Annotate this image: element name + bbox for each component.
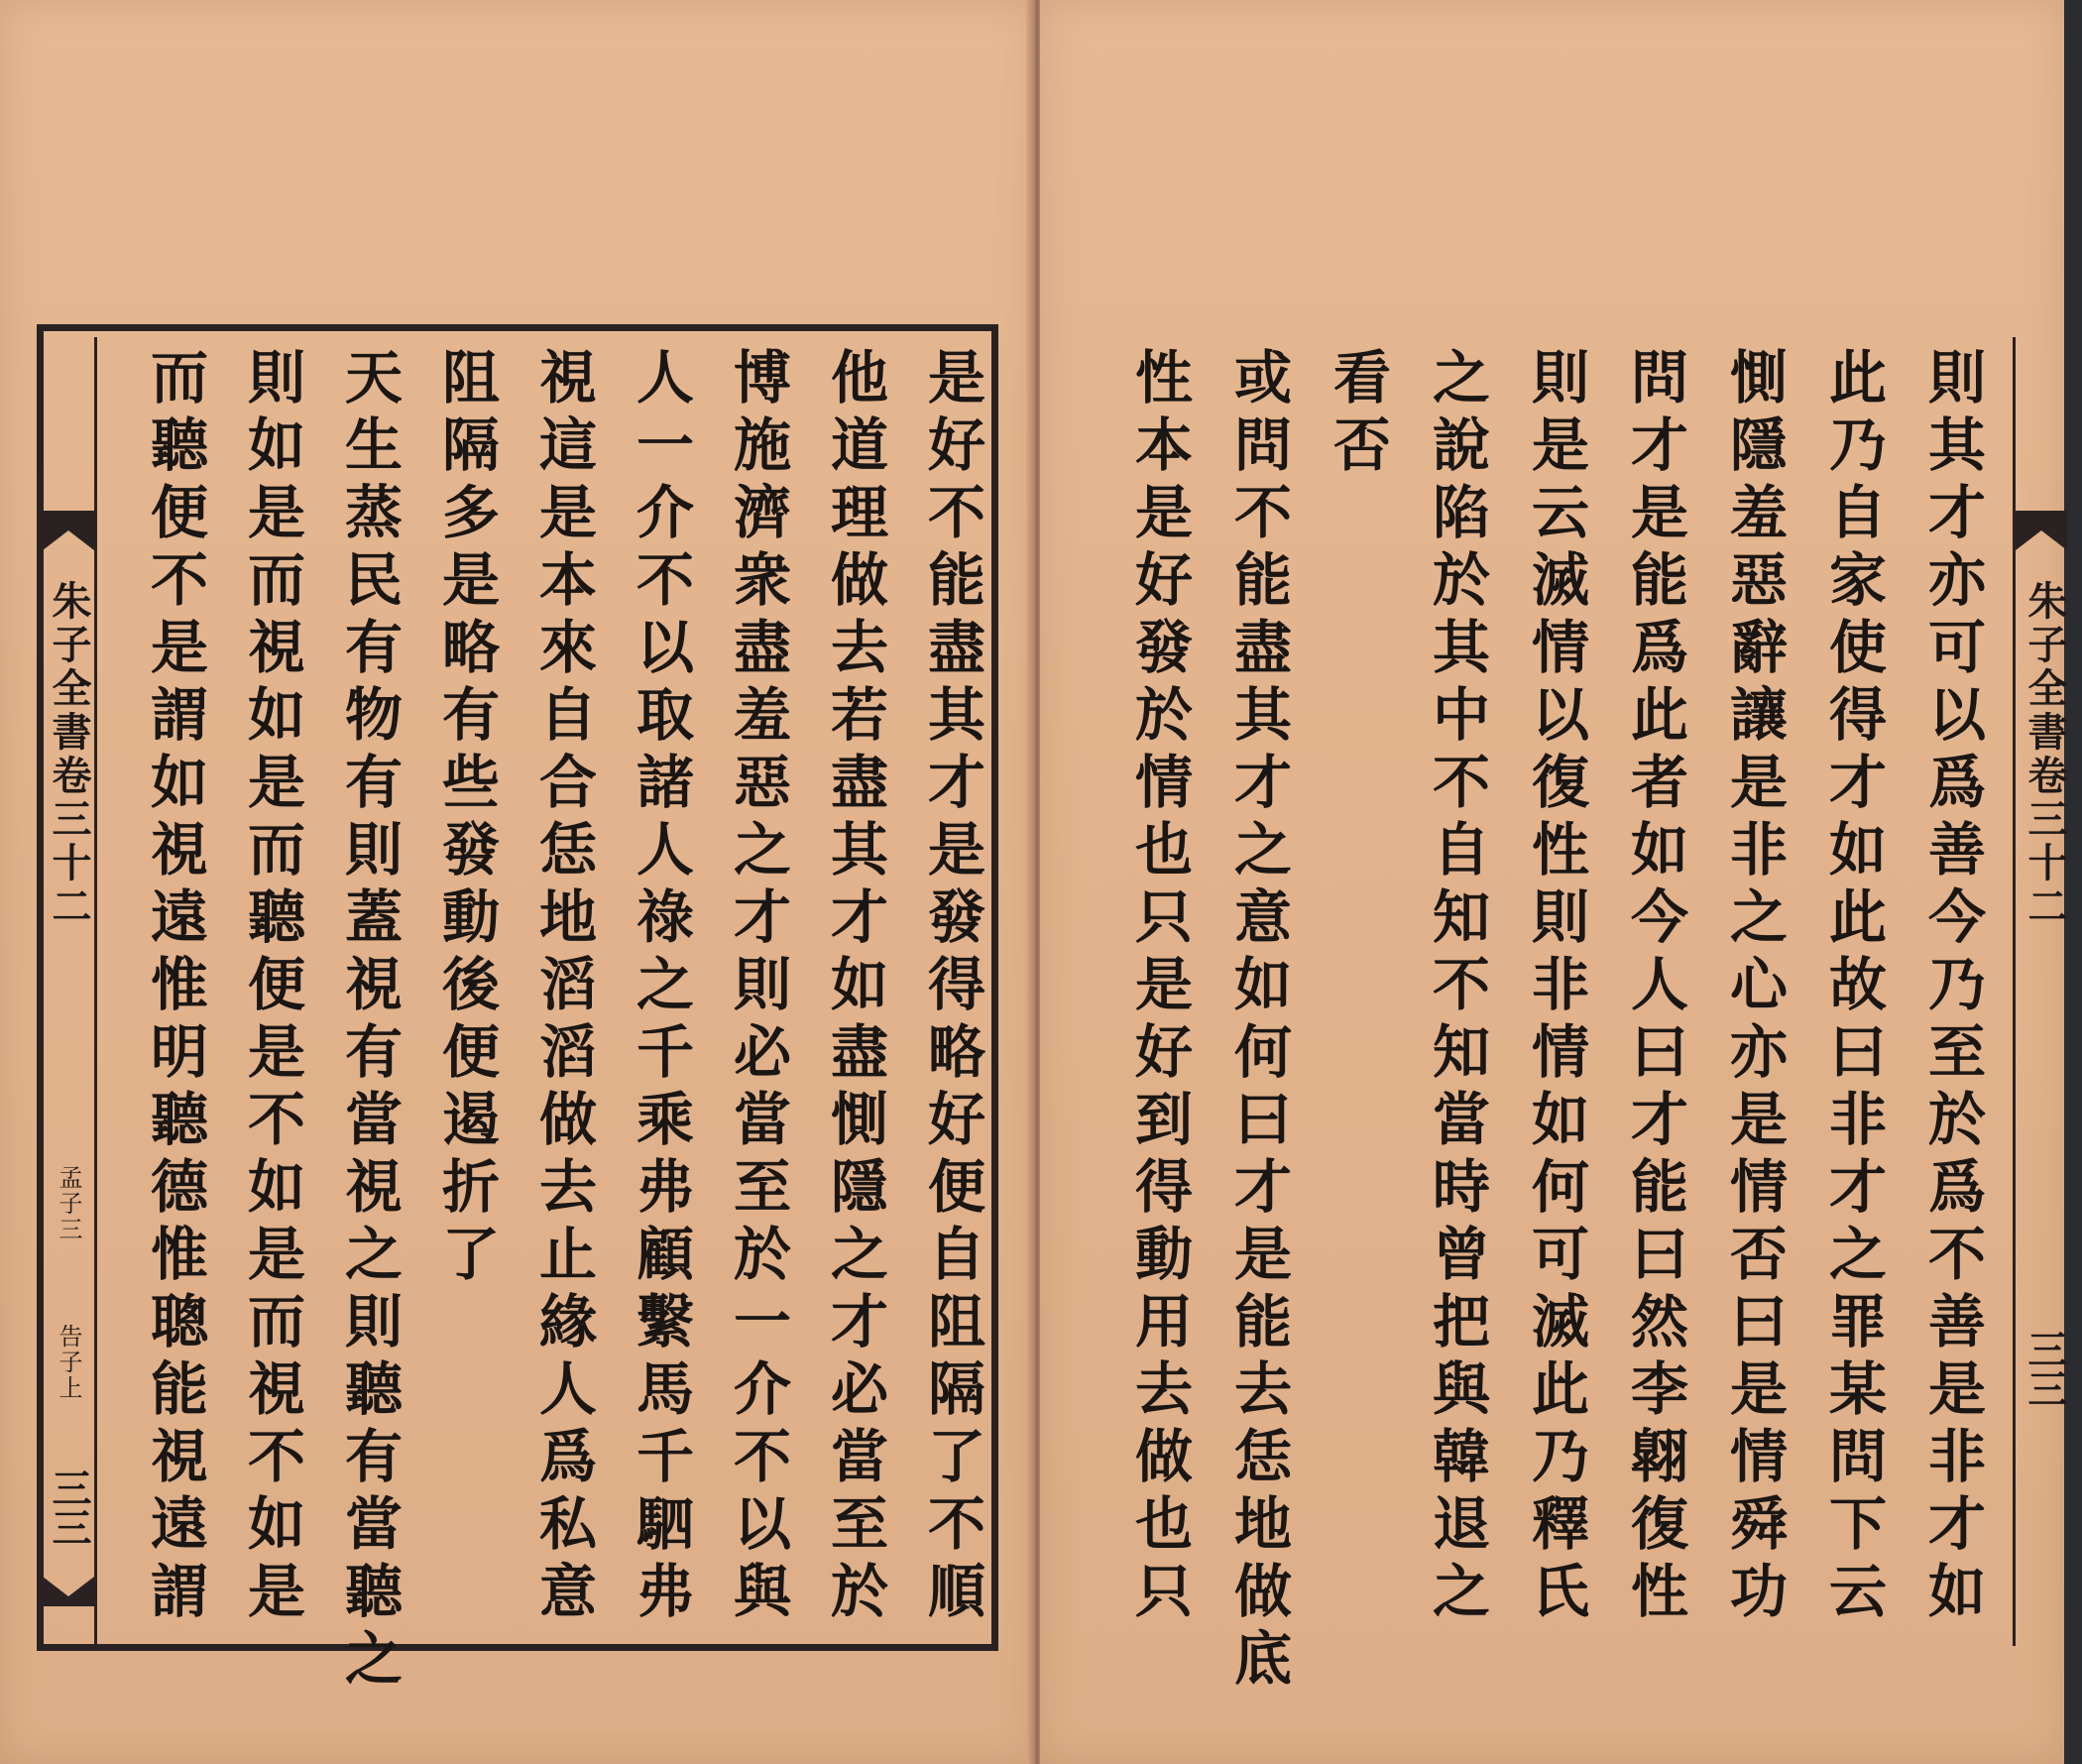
column-text: 而聽便不是謂如視遠惟明聽德惟聰能視遠謂 bbox=[141, 347, 208, 1628]
column-text: 則如是而視如是而聽便是不如是而視不如是 bbox=[238, 347, 305, 1628]
fishtail-bottom-icon bbox=[43, 1567, 94, 1606]
text-column bbox=[1318, 347, 1397, 482]
text-column bbox=[135, 347, 214, 1628]
left-margin-folio: 三三 bbox=[46, 1468, 92, 1547]
text-column bbox=[232, 347, 311, 1628]
column-text: 博施濟衆盡羞惡之才則必當至於一介不以與 bbox=[724, 347, 791, 1628]
text-column bbox=[1615, 347, 1694, 1628]
column-text: 之說陷於其中不自知不知當時曾把與韓退之 bbox=[1423, 347, 1490, 1628]
fishtail-top-icon bbox=[43, 511, 94, 570]
text-column bbox=[1714, 347, 1793, 1628]
left-page bbox=[0, 0, 1036, 1764]
text-column bbox=[815, 347, 894, 1628]
column-text: 阻隔多是略有些發動後便遏折了 bbox=[432, 347, 500, 1291]
text-column bbox=[718, 347, 797, 1628]
column-text: 惻隱羞惡辭讓是非之心亦是情否曰是情舜功 bbox=[1720, 347, 1788, 1628]
text-column bbox=[621, 347, 700, 1628]
column-text: 天生蒸民有物有則蓋視有當視之則聽有當聽之 bbox=[335, 347, 403, 1696]
text-column bbox=[1417, 347, 1496, 1628]
text-column bbox=[912, 347, 991, 1628]
text-column bbox=[329, 347, 408, 1696]
column-text: 則其才亦可以爲善今乃至於爲不善是非才如 bbox=[1918, 347, 1986, 1628]
column-text: 人一介不以取諸人祿之千乘弗顧繫馬千駟弗 bbox=[627, 347, 694, 1628]
text-column bbox=[1813, 347, 1893, 1628]
column-text: 視這是本來自合恁地滔滔做去止緣人爲私意 bbox=[529, 347, 597, 1628]
text-column bbox=[1516, 347, 1595, 1628]
left-margin-strip bbox=[40, 337, 97, 1646]
text-column bbox=[1912, 347, 1992, 1628]
text-column bbox=[1218, 347, 1298, 1696]
column-text: 是好不能盡其才是發得略好便自阻隔了不順 bbox=[918, 347, 985, 1628]
column-text: 他道理做去若盡其才如盡惻隱之才必當至於 bbox=[821, 347, 888, 1628]
text-column bbox=[523, 347, 603, 1628]
column-text: 看否 bbox=[1324, 347, 1391, 482]
right-fishtail-top-icon bbox=[2016, 511, 2067, 570]
column-text: 或問不能盡其才之意如何曰才是能去恁地做底 bbox=[1224, 347, 1292, 1696]
column-text: 性本是好發於情也只是好到得動用去做也只 bbox=[1125, 347, 1193, 1628]
right-margin-folio: 三三 bbox=[2022, 1329, 2068, 1408]
left-margin-chapter: 告子上 bbox=[55, 1324, 82, 1401]
text-column bbox=[426, 347, 506, 1291]
column-text: 則是云滅情以復性則非情如何可滅此乃釋氏 bbox=[1522, 347, 1589, 1628]
left-margin-section: 孟子三 bbox=[55, 1165, 82, 1242]
column-text: 此乃自家使得才如此故曰非才之罪某問下云 bbox=[1819, 347, 1887, 1628]
left-margin-title: 朱子全書卷三十二 bbox=[46, 580, 92, 929]
right-margin-strip bbox=[2013, 337, 2070, 1646]
right-page bbox=[1040, 0, 2064, 1764]
column-text: 問才是能爲此者如今人曰才能曰然李翺復性 bbox=[1621, 347, 1688, 1628]
text-column bbox=[1119, 347, 1199, 1628]
right-margin-title: 朱子全書卷三十二 bbox=[2022, 580, 2068, 929]
